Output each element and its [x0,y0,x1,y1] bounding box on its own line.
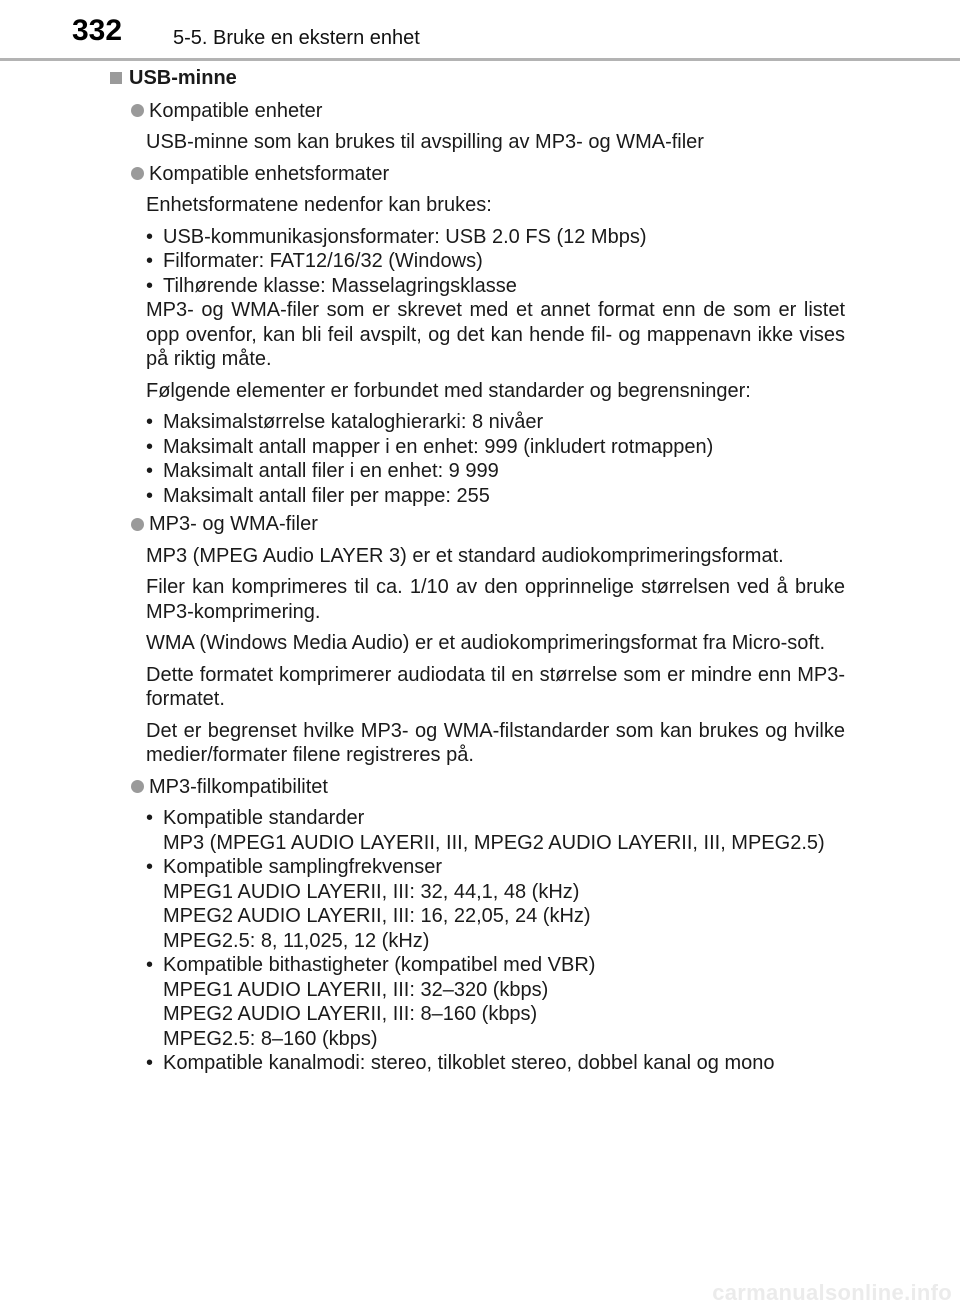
circle-bullet-icon [131,167,144,180]
subheading-text: MP3-filkompatibilitet [149,775,328,798]
header-divider [0,58,960,61]
square-bullet-icon [110,72,122,84]
list-item: • Tilhørende klasse: Masselagringsklasse [146,274,845,299]
list-item [146,953,845,1051]
circle-bullet-icon [131,518,144,531]
circle-bullet-icon [131,104,144,117]
subheading-mp3-compatibility [131,775,845,800]
subheading-text: Kompatible enheter [149,99,323,122]
paragraph: Dette formatet komprimerer audiodata til en størrelse som er mindre enn MP3-formatet. [146,663,845,710]
list-item-label: • Kompatible bithastigheter (kompatibel med VBR) [163,954,596,976]
paragraph: MP3- og WMA-filer som er skrevet med et annet format enn de som er listet opp ovenfor, kan bli feil avspilt, og det kan hende fil- og mappenavn ikke vises på riktig måte. [146,299,845,370]
list-item-line: MPEG2.5: 8, 11,025, 12 (kHz) [163,929,430,952]
subheading-compatible-formats [131,162,845,187]
list-item-line: MPEG2 AUDIO LAYERII, III: 16, 22,05, 24 (kHz) [163,905,591,927]
list-item-label: • Kompatible samplingfrekvenser [163,856,443,878]
list-item-line: MPEG2 AUDIO LAYERII, III: 8–160 (kbps) [163,1003,538,1025]
circle-bullet-icon [131,780,144,793]
paragraph: Det er begrenset hvilke MP3- og WMA-filstandarder som kan brukes og hvilke medier/formater filene registreres på. [146,719,845,766]
page-number: 332 [72,14,123,47]
list-item: • Maksimalt antall mapper i en enhet: 999 (inkludert rotmappen) [146,435,845,460]
compatibility-list [146,806,845,1076]
list-item: • Maksimalstørrelse kataloghierarki: 8 nivåer [146,410,845,435]
paragraph: Følgende elementer er forbundet med standarder og begrensninger: [146,379,751,402]
list-item-line: MPEG1 AUDIO LAYERII, III: 32, 44,1, 48 (kHz) [163,880,580,903]
watermark: carmanualsonline.info [712,1280,952,1305]
list-item-line: MPEG1 AUDIO LAYERII, III: 32–320 (kbps) [163,978,549,1001]
format-list [146,225,845,299]
section-heading [110,66,845,91]
page-header [0,0,960,62]
section-title: 5-5. Bruke en ekstern enhet [173,27,420,49]
list-item [146,855,845,953]
paragraph: Enhetsformatene nedenfor kan brukes: [146,194,492,216]
limits-list [146,410,845,508]
list-item: • USB-kommunikasjonsformater: USB 2.0 FS (12 Mbps) [146,225,845,250]
paragraph: WMA (Windows Media Audio) er et audiokomprimeringsformat fra Micro-soft. [146,632,826,654]
list-item: • Maksimalt antall filer per mappe: 255 [146,484,845,509]
subheading-text: MP3- og WMA-filer [149,513,318,535]
section-heading-text: USB-minne [129,67,237,89]
subheading-mp3-wma [131,512,845,537]
list-item-label: • Kompatible kanalmodi: stereo, tilkoblet stereo, dobbel kanal og mono [163,1052,775,1074]
list-item-label: • Kompatible standarder [163,807,365,829]
subheading-compatible-devices [131,99,845,124]
list-item [146,806,845,855]
paragraph: USB-minne som kan brukes til avspilling av MP3- og WMA-filer [146,131,704,153]
page-content [110,66,845,1076]
list-item-line: MP3 (MPEG1 AUDIO LAYERII, III, MPEG2 AUDIO LAYERII, III, MPEG2.5) [163,831,825,854]
subheading-text: Kompatible enhetsformater [149,162,390,185]
list-item: • Filformater: FAT12/16/32 (Windows) [146,249,845,274]
list-item-line: MPEG2.5: 8–160 (kbps) [163,1027,378,1050]
list-item: • Maksimalt antall filer i en enhet: 9 999 [146,459,845,484]
list-item [146,1051,845,1076]
paragraph: MP3 (MPEG Audio LAYER 3) er et standard audiokomprimeringsformat. [146,544,784,567]
paragraph: Filer kan komprimeres til ca. 1/10 av den opprinnelige størrelsen ved å bruke MP3-komprimering. [146,576,845,623]
